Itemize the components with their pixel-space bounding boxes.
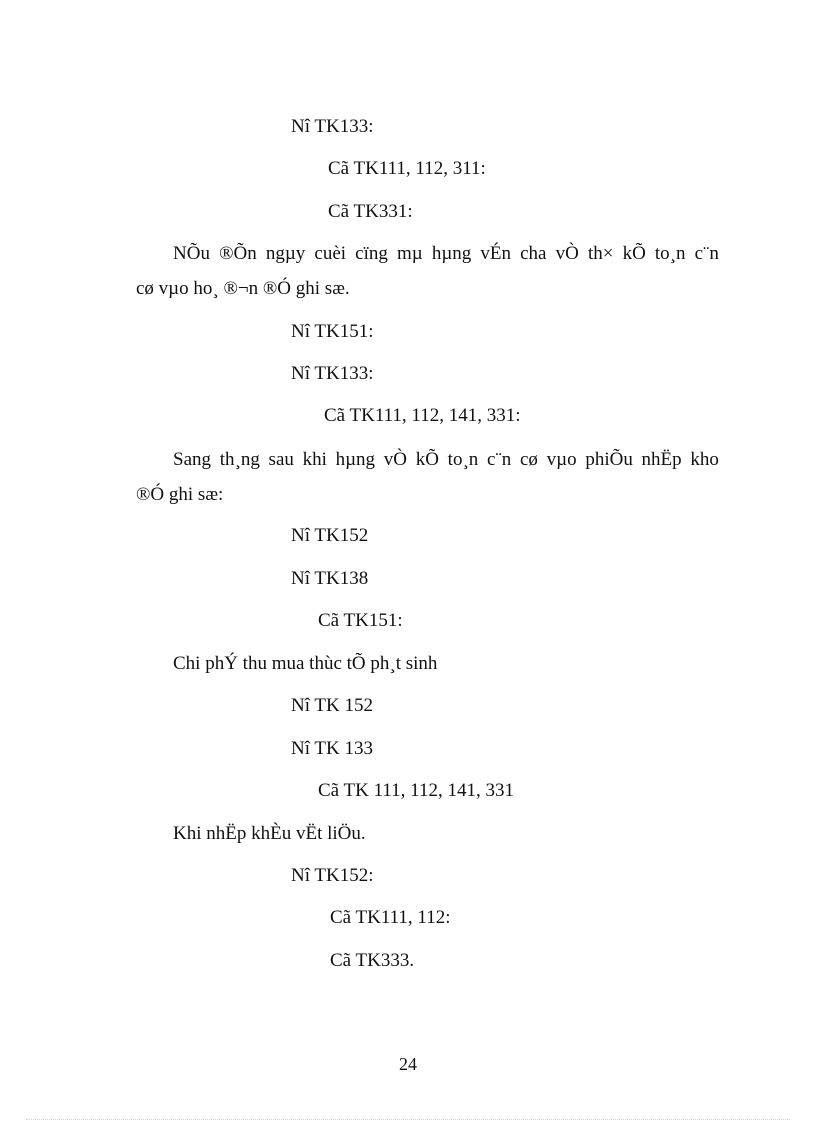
entry-debit-tk133-b: Nî TK133: [291, 363, 374, 384]
entry-debit-tk151: Nî TK151: [291, 321, 374, 342]
page-bottom-divider [26, 1119, 790, 1120]
word: to¸n [654, 243, 686, 264]
entry-credit-tk151: Cã TK151: [318, 610, 403, 631]
page-number: 24 [399, 1054, 417, 1074]
word: cuèi [314, 243, 347, 264]
entry-credit-tk333: Cã TK333. [330, 950, 415, 971]
word: hµng [335, 449, 376, 470]
word: vÒ [555, 243, 579, 264]
entry-debit-tk-133: Nî TK 133 [291, 738, 373, 759]
section-heading-import: Khi nhËp khÈu vËt liÖu. [173, 823, 366, 844]
word: khi [302, 449, 327, 470]
entry-credit-tk-111-112-141-331: Cã TK 111, 112, 141, 331 [318, 780, 514, 801]
word: c¨n [694, 243, 719, 264]
word: kÕ [622, 243, 646, 264]
entry-debit-tk152: Nî TK152 [291, 525, 369, 546]
entry-credit-tk111-112-141-331: Cã TK111, 112, 141, 331: [324, 405, 521, 426]
word: cø [519, 449, 538, 470]
word: kÕ [415, 449, 439, 470]
word: phiÕu [585, 449, 633, 470]
word: cïng [355, 243, 388, 264]
word: NÕu [173, 243, 210, 264]
entry-credit-tk111-112: Cã TK111, 112: [330, 907, 451, 928]
paragraph-2-line-1 [173, 448, 719, 472]
word: nhËp [641, 449, 682, 470]
paragraph-2-line-2: ®Ó ghi sæ: [136, 484, 224, 505]
word: Sang [173, 449, 211, 470]
entry-debit-tk-152: Nî TK 152 [291, 695, 373, 716]
entry-debit-tk152-import: Nî TK152: [291, 865, 374, 886]
word: mµ [397, 243, 423, 264]
word: vµo [546, 449, 577, 470]
paragraph-1-line-1 [173, 242, 719, 266]
word: hµng [431, 243, 472, 264]
word: cha [520, 243, 547, 264]
word: vÉn [480, 243, 512, 264]
word: c¨n [487, 449, 512, 470]
word: to¸n [447, 449, 479, 470]
word: ®Õn [219, 243, 257, 264]
paragraph-1-line-2: cø vµo ho¸ ®¬n ®Ó ghi sæ. [136, 278, 350, 299]
word: th× [587, 243, 614, 264]
word: kho [690, 449, 719, 470]
section-heading-purchase-costs: Chi phÝ thu mua thùc tÕ ph¸t sinh [173, 653, 438, 674]
entry-credit-tk331: Cã TK331: [328, 201, 413, 222]
word: ngµy [265, 243, 306, 264]
word: th¸ng [219, 449, 260, 470]
entry-credit-tk111-112-311: Cã TK111, 112, 311: [328, 158, 486, 179]
entry-debit-tk138: Nî TK138 [291, 568, 369, 589]
word: vÒ [383, 449, 407, 470]
word: sau [268, 449, 294, 470]
entry-debit-tk133: Nî TK133: [291, 116, 374, 137]
